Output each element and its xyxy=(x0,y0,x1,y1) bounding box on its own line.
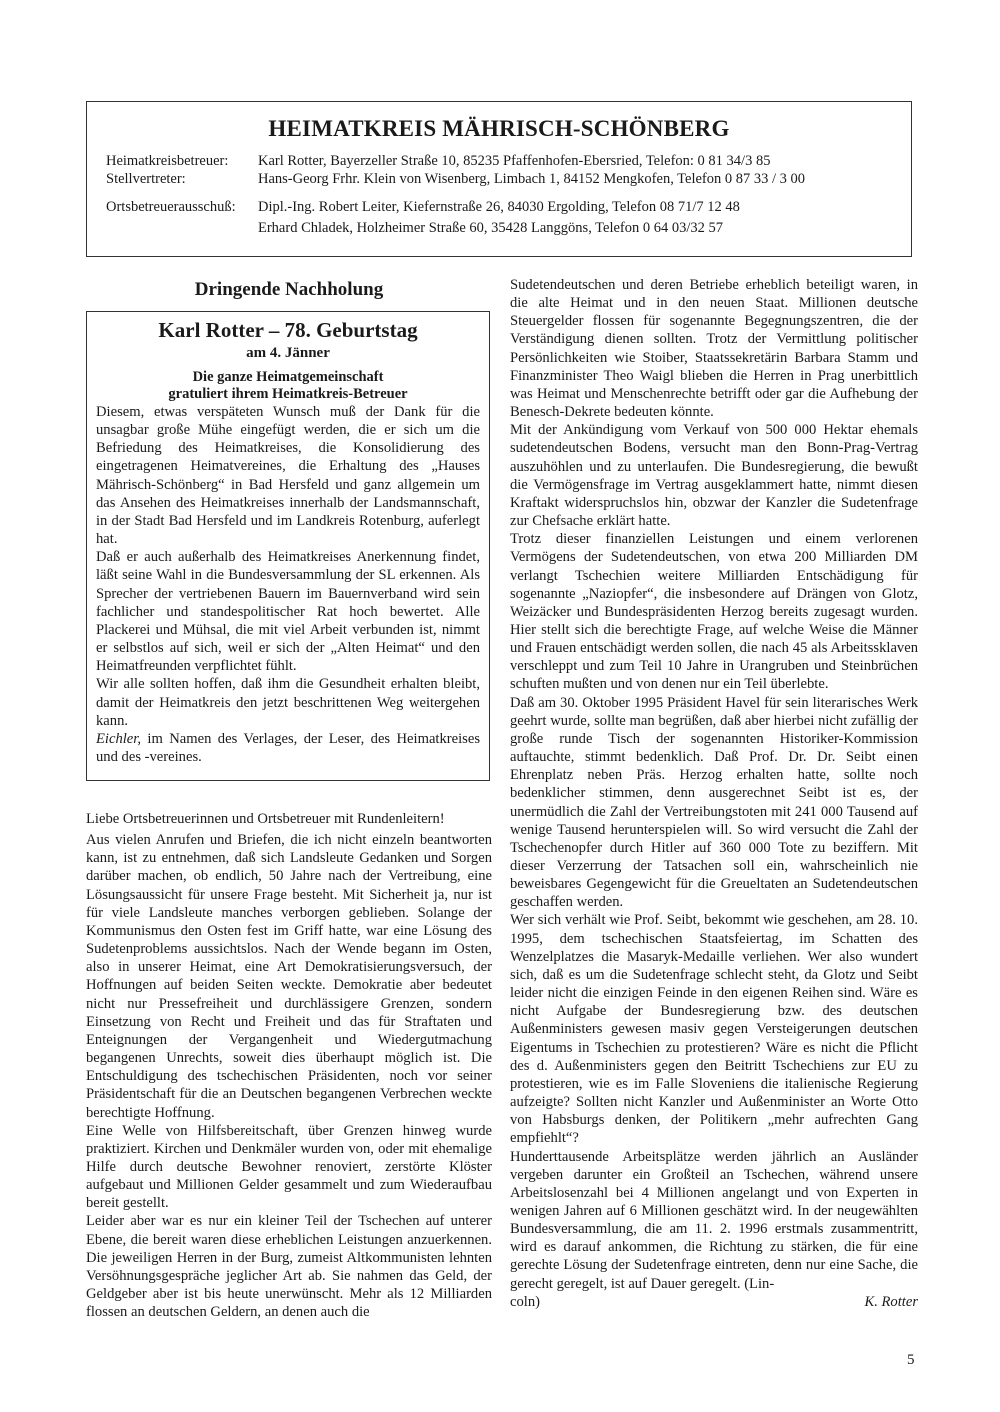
birthday-box xyxy=(86,311,490,781)
box-subtitle xyxy=(96,369,480,403)
signoff-name: Eichler, xyxy=(96,730,141,747)
header-row xyxy=(106,219,723,237)
box-subtitle-1: Die ganze Heimatgemeinschaft xyxy=(192,369,384,385)
letter-paragraph: Hunderttausende Arbeitsplätze werden jährlich an Ausländer vergeben darunter ein Großteil an Tschechen, während unsere Arbeitslosenzahl bei 4 Millionen angelangt und von Experten in wenigen Jahren auf 6 Millionen geschätzt wird. In der neugewählten Bundesversammlung, die am 11. 2. 1996 erstmals zusammentritt, wird es darauf ankommen, die Richtung zu stärken, die für eine gerechte Lösung der Sudetenfrage eintreten, denn nur eine Sache, die gerecht geregelt, ist auf Dauer geregelt. (Lin- xyxy=(510,1148,918,1292)
letter-paragraph: Eine Welle von Hilfsbereitschaft, über Grenzen hinweg wurde praktiziert. Kirchen und Denkmäler wurden von, oder mit ehemalige Hilfe durch deutsche Bewohner renoviert, zerstörte Klöster aufgebaut und Millionen Gelder gesammelt und zum Wiederaufbau bereit gestellt. xyxy=(86,1122,492,1212)
letter-paragraph: Leider aber war es nur ein kleiner Teil der Tschechen auf unterer Ebene, die bereit waren diese erheblichen Leistungen anzuerkennen. Die jeweiligen Herren in der Burg, zumeist Altkommunisten lehnten Versöhnungsgespräche jeglicher Art ab. Sie nahmen das Geld, der Geldgeber aber ist bis heute unerwünscht. Mehr als 12 Milliarden flossen an deutschen Geldern, an denen auch die xyxy=(86,1213,492,1321)
last-line: coln) xyxy=(510,1293,540,1310)
box-date: am 4. Jänner xyxy=(246,345,330,361)
letter-paragraph: Mit der Ankündigung vom Verkauf von 500 000 Hektar ehemals sudetendeutschen Bodens, versucht man den Bonn-Prag-Vertrag auszuhöhlen und zu unterlaufen. Die Bundesregierung, die bewußt die Vermögensfrage im Vertrag ausgeklammert hatte, nimmt diesen Kraftakt widerspruchslos hin, obzwar der Kanzler die Sudetenfrage zur Chefsache erklärt hatte. xyxy=(510,422,918,530)
header-label: Ortsbetreuerausschuß: xyxy=(106,199,236,215)
section-title: Dringende Nachholung xyxy=(194,279,384,300)
letter-paragraph: Wer sich verhält wie Prof. Seibt, bekommt wie geschehen, am 28. 10. 1995, dem tschechischen Staatsfeiertag, im Schatten des Wenzelplatzes die Masaryk-Medaille verliehen. Wer also wundert sich, daß es um die Sudetenfrage schlecht steht, da Glotz und Seibt leider nicht die einzigen Feinde in den eigenen Reihen sind. Wäre es nicht Aufgabe der Bundesregierung bzw. des deutschen Außenministers gewesen masiv gegen Versteigerungen deutschen Eigentums in Tschechien zu protestieren? Wäre es nicht die Pflicht des d. Außenministers gegen den Beitritt Tschechiens zur EU zu protestieren, wie es im Falle Sloveniens die italienische Regierung aufzeigte? Sollten nicht Kanzler und Außenminister an Worte Otto von Habsburgs denken, der Politikern „mehr aufrechten Gang empfiehlt“? xyxy=(510,912,918,1147)
page-number: 5 xyxy=(907,1352,915,1368)
letter-greeting: Liebe Ortsbetreuerinnen und Ortsbetreuer mit Rundenleitern! xyxy=(86,811,445,827)
letter-paragraph: Aus vielen Anrufen und Briefen, die ich nicht einzeln beantworten kann, ist zu entnehmen, daß sich Landsleute Gedanken und Sorgen darüber machen, ob endlich, 50 Jahre nach der Vertreibung, eine Lösungsaussicht für unsere Frage besteht. Mit Sicherheit ja, nur ist für viele Landsleute manches verborgen geblieben. Solange der Kommunismus den Osten fest im Griff hatte, war eine Lösung des Sudetenproblems aussichtslos. Nach der Wende begann im Osten, also in unserer Heimat, eine Art Demokratisierungsversuch, der Hoffnungen auf beiden Seiten weckte. Demokratie aber bedeutet nicht nur Pressefreiheit und durchlässigere Grenzen, sondern Einsetzung von Recht und Freiheit und das für Straftaten und Enteignungen der Vergangenheit und Wiedergutmachung begangenen Unrechts, soweit dies überhaupt möglich ist. Die Entschuldigung des tschechischen Präsidenten, noch vor seiner Präsidentschaft für die an Deutschen begangenen Verbrechen weckte berechtigte Hoffnung. xyxy=(86,832,492,1121)
header-row xyxy=(106,152,770,170)
header-box xyxy=(86,101,912,257)
letter-signature-line xyxy=(510,1293,918,1311)
header-row xyxy=(106,198,740,216)
box-paragraph: Daß er auch außerhalb des Heimatkreises Anerkennung findet, läßt seine Wahl in die Bundesversammlung der SL erkennen. Als Sprecher der vertriebenen Bauern im Bauernverband wird sein fachlicher und standespolitischer Rat hoch bewertet. Alle Plackerei und Mühsal, die mit viel Arbeit verbunden ist, nimmt er selbstlos auf sich, weil er sich der „Alten Heimat“ und den Heimatfreunden verpflichtet fühlt. xyxy=(96,549,480,675)
letter-paragraph: Daß am 30. Oktober 1995 Präsident Havel für sein literarisches Werk geehrt wurde, sollte man begrüßen, daß aber hierbei nicht zufällig der große runde Tisch der sogenannten Historiker-Kommission auftauchte, stimmt bedenklich. Daß Prof. Dr. Dr. Seibt einen Ehrenplatz neben Präs. Herzog erhalten hatte, sollte noch bedenklicher stimmen, denn ausgerechnet Seibt ist es, der unermüdlich die Zahl der Vertreibungstoten mit 241 000 Tausend auf wenige Tausend herunterspielen will. So wird versucht die Zahl der Tschechenopfer durch Hitler auf 360 000 Tote zu beziffern. Mit dieser Verzerrung der Tatsachen soll ein, wahrscheinlich nie beweisbares Gegengewicht für die Greueltaten an Sudetendeutschen geschaffen werden. xyxy=(510,694,918,911)
signoff-text: im Namen des Verlages, der Leser, des Heimatkreises und des -vereines. xyxy=(96,730,480,765)
box-signoff xyxy=(96,730,480,766)
header-value: Hans-Georg Frhr. Klein von Wisenberg, Limbach 1, 84152 Mengkofen, Telefon 0 87 33 / 3 00 xyxy=(258,171,806,187)
header-value: Karl Rotter, Bayerzeller Straße 10, 85235 Pfaffenhofen-Ebersried, Telefon: 0 81 34/3 85 xyxy=(258,153,771,169)
letter-paragraph: Sudetendeutschen und deren Betriebe erheblich beteiligt waren, in die alte Heimat und in den neuen Staat. Millionen deutsche Steuergelder flossen für sogenannte Begegnungszentren, die der Verständigung dienen sollten. Trotz der Vermittlung politischer Persönlichkeiten wie Stoiber, Staatssekretärin Barbara Stamm und Finanzminister Theo Waigl blieben die Herren in Prag unerbittlich was Heimat und Menschenrechte betrifft oder gar die Aufhebung der Benesch-Dekrete bedeuten könnte. xyxy=(510,277,918,421)
box-title: Karl Rotter – 78. Geburtstag xyxy=(158,318,418,342)
signature: K. Rotter xyxy=(864,1293,918,1310)
header-row xyxy=(106,170,805,188)
header-title: HEIMATKREIS MÄHRISCH-SCHÖNBERG xyxy=(268,116,730,141)
header-label: Heimatkreisbetreuer: xyxy=(106,153,229,169)
letter-left-column xyxy=(86,810,492,1321)
letter-paragraph: Trotz dieser finanziellen Leistungen und einem verlorenen Vermögens der Sudetendeutschen, von etwa 200 Milliarden DM verlangt Tschechien weitere Milliarden Entschädigung für sogenannte „Naziopfer“, die insbesondere auf Drängen von Glotz, Weizäcker und Bundespräsidenten Herzog bereits zugesagt wurden. Hier stellt sich die berechtigte Frage, auf welche Weise die Männer und Frauen entschädigt werden sollen, die nach 45 als Arbeitssklaven verschleppt und zum Teil 10 Jahre in Urangruben und Steinbrüchen schuften mußten und von denen nur ein Teil überlebte. xyxy=(510,531,918,693)
header-label: Stellvertreter: xyxy=(106,171,186,187)
header-value: Dipl.-Ing. Robert Leiter, Kiefernstraße 26, 84030 Ergolding, Telefon 08 71/7 12 48 xyxy=(258,199,740,215)
box-paragraph: Wir alle sollten hoffen, daß ihm die Gesundheit erhalten bleibt, damit der Heimatkreis den jetzt beschrittenen Weg weitergehen kann. xyxy=(96,676,480,729)
box-paragraph: Diesem, etwas verspäteten Wunsch muß der Dank für die unsagbar große Mühe eingefügt werden, die er sich um die Befriedung des Heimatkreises, die Konsolidierung des eingetragenen Heimatvereines, die Erhaltung des „Hauses Mährisch-Schönberg“ in Bad Hersfeld und ganz allgemein um das Ansehen des Heimatkreises innerhalb der Landsmannschaft, in der Stadt Bad Hersfeld und im Landkreis Rotenburg, auferlegt hat. xyxy=(96,404,480,548)
letter-right-column xyxy=(510,276,918,1311)
header-value: Erhard Chladek, Holzheimer Straße 60, 35428 Langgöns, Telefon 0 64 03/32 57 xyxy=(258,220,724,236)
box-subtitle-2: gratuliert ihrem Heimatkreis-Betreuer xyxy=(168,386,408,402)
